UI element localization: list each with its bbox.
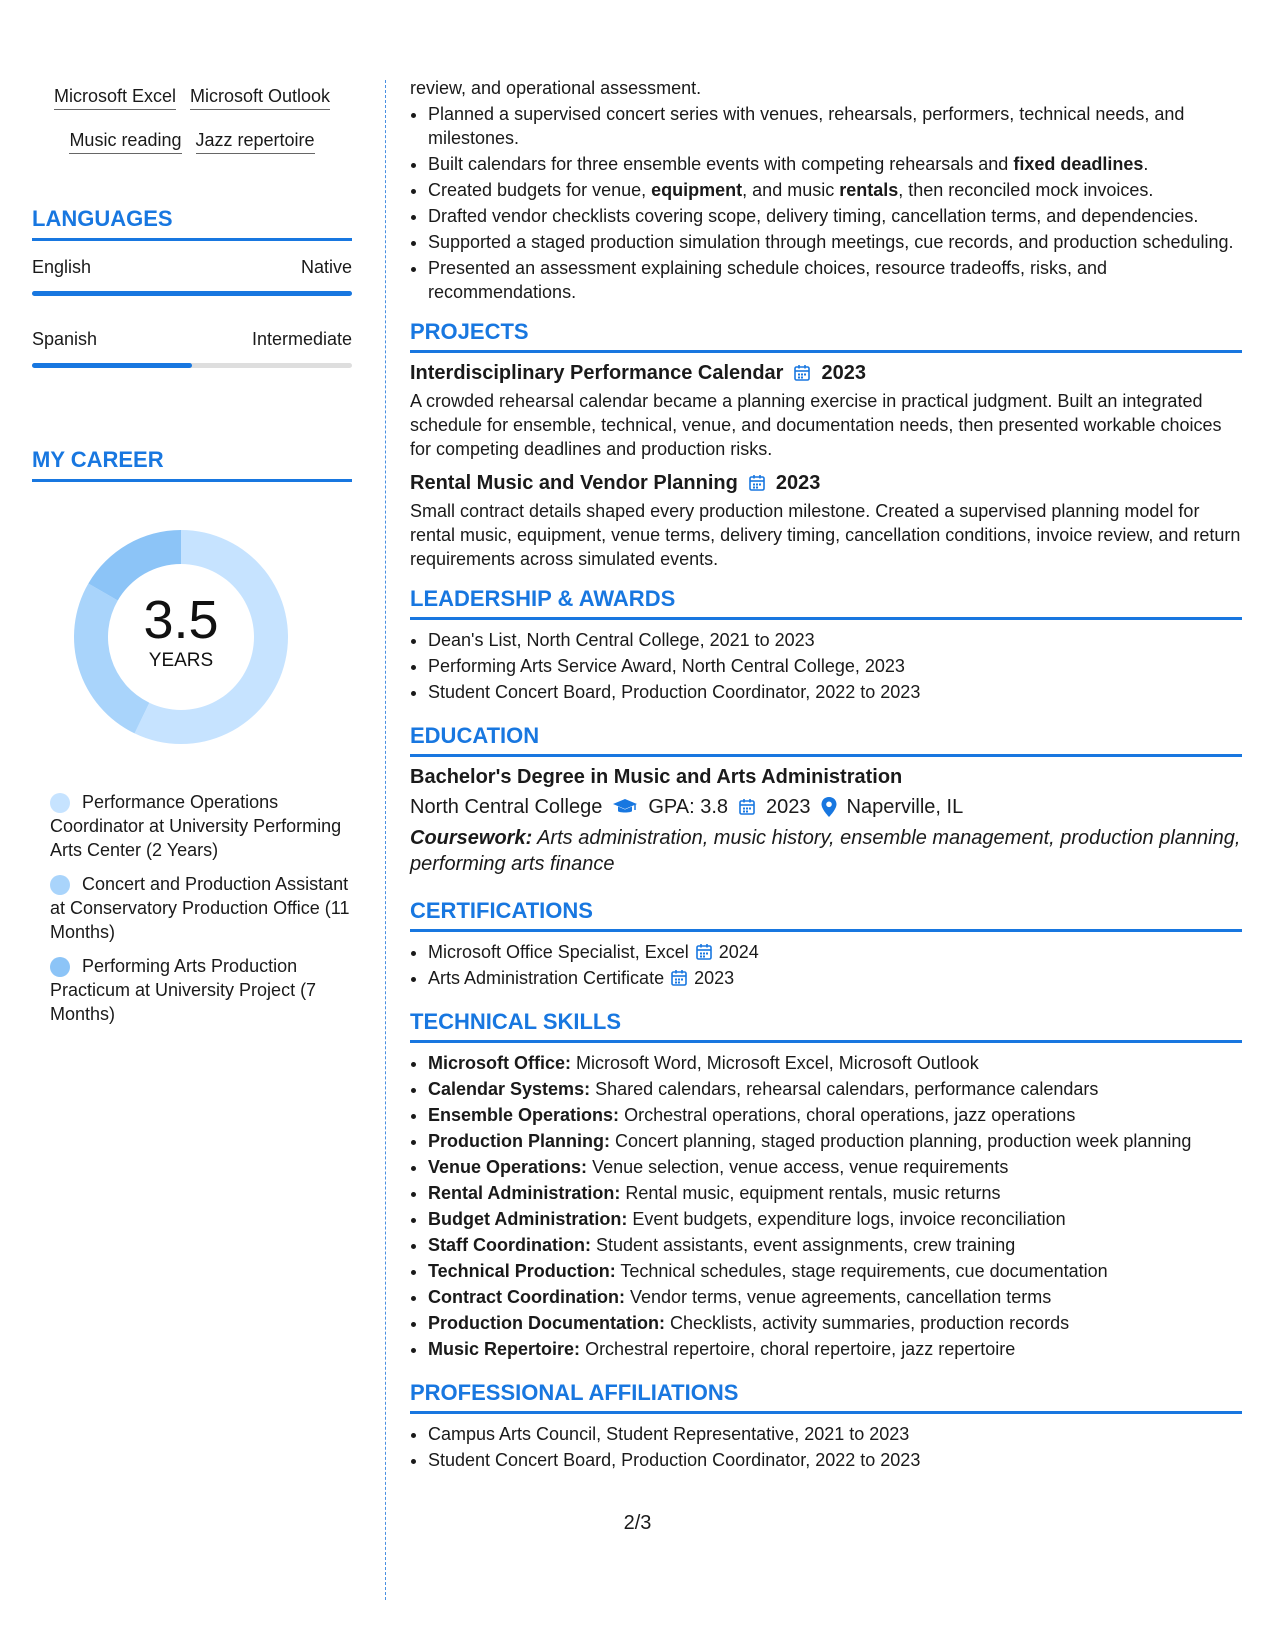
list-item: • Dean's List, North Central College, 2021 to 2023: [428, 628, 1242, 652]
skill-values: Venue selection, venue access, venue requirements: [592, 1157, 1009, 1177]
language-level: Intermediate: [251, 329, 352, 349]
technical-skill-item: [428, 1103, 1242, 1127]
legend-dot-icon: [50, 793, 70, 813]
career-total-value: 3.5: [143, 590, 219, 650]
experience-bullet: [428, 152, 1242, 176]
career-legend-item: [32, 872, 352, 944]
left-column: [32, 80, 352, 1036]
bullet-emphasis: fixed deadlines: [1013, 154, 1144, 174]
skill-category: Technical Production:: [428, 1261, 616, 1281]
calendar-icon: [793, 364, 811, 382]
skill-values: Orchestral operations, choral operations, jazz operations: [624, 1105, 1076, 1125]
bullet-text: Planned a supervised concert series with venues, rehearsals, performers, technical needs, and milestones.: [428, 104, 1185, 148]
skill-values: Vendor terms, venue agreements, cancellation terms: [630, 1287, 1052, 1307]
language-name: English: [32, 257, 92, 277]
technical-skill-item: [428, 1207, 1242, 1231]
languages-list: [32, 241, 352, 385]
list-item: • Student Concert Board, Production Coordinator, 2022 to 2023: [428, 1448, 1242, 1472]
project-description: Small contract details shaped every production milestone. Created a supervised planning model for rental music, equipment, venue terms, delivery timing, cancellation conditions, invoice review, and return requirements across simulated events.: [410, 501, 1241, 569]
skill-category: Staff Coordination:: [428, 1235, 591, 1255]
experience-bullet: [428, 204, 1242, 228]
skill-tags: [32, 80, 352, 168]
technical-skill-item: [428, 1337, 1242, 1361]
career-legend: [32, 790, 352, 1026]
language-proficiency-bar: [32, 363, 352, 368]
skill-tag: Microsoft Excel: [54, 86, 176, 110]
skill-values: Rental music, equipment rentals, music returns: [625, 1183, 1001, 1203]
language-level: Native: [300, 257, 352, 277]
leadership-list: [410, 628, 1242, 704]
certifications-list: [410, 940, 1242, 990]
skill-values: Shared calendars, rehearsal calendars, performance calendars: [595, 1079, 1099, 1099]
certifications-heading: CERTIFICATIONS: [410, 899, 1242, 932]
bullet-text: , then reconciled mock invoices.: [898, 180, 1154, 200]
project-title: Rental Music and Vendor Planning: [410, 472, 738, 494]
skill-tag: Music reading: [69, 130, 181, 154]
skill-values: Technical schedules, stage requirements, cue documentation: [620, 1261, 1108, 1281]
project-year: 2023: [775, 472, 821, 494]
skill-category: Venue Operations:: [428, 1157, 588, 1177]
bullet-text: .: [1143, 154, 1149, 174]
bullet-text: , and music: [742, 180, 840, 200]
skill-category: Production Documentation:: [428, 1313, 665, 1333]
certification-name: • Arts Administration Certificate: [428, 968, 665, 988]
project-title: Interdisciplinary Performance Calendar: [410, 362, 784, 384]
technical-skill-item: [428, 1181, 1242, 1205]
certification-name: • Microsoft Office Specialist, Excel: [428, 942, 689, 962]
coursework: [410, 825, 1242, 877]
page-number: 2/3: [623, 1512, 652, 1534]
technical-skills-list: [410, 1051, 1242, 1361]
affiliations-heading: PROFESSIONAL AFFILIATIONS: [410, 1381, 1242, 1414]
certification-year: 2024: [718, 942, 759, 962]
technical-skill-item: [428, 1311, 1242, 1335]
career-total-unit: YEARS: [148, 650, 214, 671]
skill-values: Microsoft Word, Microsoft Excel, Microsoft Outlook: [576, 1053, 979, 1073]
calendar-icon: [670, 969, 688, 987]
certification-year: 2023: [694, 968, 735, 988]
bullet-text: Supported a staged production simulation through meetings, cue records, and production scheduling.: [428, 232, 1234, 252]
experience-bullet: [428, 102, 1242, 150]
calendar-icon: [695, 943, 713, 961]
education-heading: EDUCATION: [410, 724, 1242, 757]
calendar-icon: [748, 474, 766, 492]
career-heading: MY CAREER: [32, 447, 352, 482]
experience-bullets: [410, 102, 1242, 304]
affiliations-list: [410, 1422, 1242, 1472]
legend-dot-icon: [50, 957, 70, 977]
skill-category: Budget Administration:: [428, 1209, 628, 1229]
skill-values: Student assistants, event assignments, crew training: [596, 1235, 1016, 1255]
skill-tag: Jazz repertoire: [196, 130, 315, 154]
project-year: 2023: [821, 362, 866, 384]
skill-values: Checklists, activity summaries, production records: [670, 1313, 1070, 1333]
projects-heading: PROJECTS: [410, 320, 1242, 353]
skill-values: Concert planning, staged production planning, production week planning: [615, 1131, 1192, 1151]
career-donut-chart: [66, 522, 296, 752]
coursework-text: Arts administration, music history, ensemble management, production planning, performing arts finance: [410, 827, 1241, 875]
location-pin-icon: [821, 797, 837, 817]
technical-skill-item: [428, 1233, 1242, 1257]
skill-category: Ensemble Operations:: [428, 1105, 620, 1125]
coursework-label: Coursework:: [410, 827, 533, 849]
experience-bullet: [428, 230, 1242, 254]
technical-skill-item: [428, 1077, 1242, 1101]
gpa: GPA: 3.8: [648, 796, 728, 818]
career-legend-item: [32, 790, 352, 862]
career-total: [66, 590, 296, 672]
school-location: Naperville, IL: [846, 796, 964, 818]
technical-skills-heading: TECHNICAL SKILLS: [410, 1010, 1242, 1043]
technical-skill-item: [428, 1155, 1242, 1179]
experience-bullet: [428, 178, 1242, 202]
leadership-heading: LEADERSHIP & AWARDS: [410, 587, 1242, 620]
certification-item: [428, 966, 1242, 990]
language-proficiency-fill: [32, 363, 192, 368]
career-legend-label: Performing Arts Production Practicum at University Project (7 Months): [50, 956, 317, 1024]
bullet-text: Created budgets for venue,: [428, 180, 652, 200]
bullet-emphasis: rentals: [839, 180, 899, 200]
project-description: A crowded rehearsal calendar became a planning exercise in practical judgment. Built an integrated schedule for ensemble, technical, venue, and documentation needs, then presented workable choices for competing deadlines and production risks.: [410, 391, 1222, 459]
list-item: • Performing Arts Service Award, North Central College, 2023: [428, 654, 1242, 678]
technical-skill-item: [428, 1129, 1242, 1153]
language-proficiency-fill: [32, 291, 352, 296]
legend-dot-icon: [50, 875, 70, 895]
project-item: [410, 471, 1242, 571]
certification-item: [428, 940, 1242, 964]
skill-values: Orchestral repertoire, choral repertoire, jazz repertoire: [585, 1339, 1016, 1359]
language-proficiency-bar: [32, 291, 352, 296]
school-name: North Central College: [410, 796, 603, 818]
degree-title: Bachelor's Degree in Music and Arts Administration: [410, 766, 903, 788]
right-column: [410, 76, 1242, 1474]
graduation-year: 2023: [766, 796, 811, 818]
technical-skill-item: [428, 1051, 1242, 1075]
skill-tag: Microsoft Outlook: [190, 86, 330, 110]
bullet-text: Drafted vendor checklists covering scope, delivery timing, cancellation terms, and dependencies.: [428, 206, 1199, 226]
list-item: • Student Concert Board, Production Coordinator, 2022 to 2023: [428, 680, 1242, 704]
skill-category: Contract Coordination:: [428, 1287, 625, 1307]
project-item: [410, 361, 1242, 461]
skill-category: Microsoft Office:: [428, 1053, 572, 1073]
skill-category: Rental Administration:: [428, 1183, 621, 1203]
list-item: • Campus Arts Council, Student Representative, 2021 to 2023: [428, 1422, 1242, 1446]
bullet-emphasis: equipment: [651, 180, 743, 200]
skill-category: Music Repertoire:: [428, 1339, 581, 1359]
skill-category: Production Planning:: [428, 1131, 610, 1151]
technical-skill-item: [428, 1285, 1242, 1309]
technical-skill-item: [428, 1259, 1242, 1283]
education-details: [410, 795, 1242, 819]
graduation-cap-icon: [612, 798, 638, 816]
languages-heading: LANGUAGES: [32, 206, 352, 241]
bullet-text: Presented an assessment explaining schedule choices, resource tradeoffs, risks, and recommendations.: [428, 258, 1108, 302]
calendar-icon: [738, 798, 756, 816]
language-name: Spanish: [32, 329, 98, 349]
bullet-text: Built calendars for three ensemble events with competing rehearsals and: [428, 154, 1014, 174]
experience-bullet: [428, 256, 1242, 304]
language-item: [32, 241, 352, 313]
career-legend-label: Performance Operations Coordinator at University Performing Arts Center (2 Years): [50, 792, 342, 860]
skill-category: Calendar Systems:: [428, 1079, 591, 1099]
career-legend-item: [32, 954, 352, 1026]
language-item: [32, 313, 352, 385]
column-divider: [385, 80, 386, 1600]
career-legend-label: Concert and Production Assistant at Conservatory Production Office (11 Months): [50, 874, 350, 942]
skill-values: Event budgets, expenditure logs, invoice reconciliation: [632, 1209, 1066, 1229]
experience-continued-text: review, and operational assessment.: [410, 78, 702, 98]
